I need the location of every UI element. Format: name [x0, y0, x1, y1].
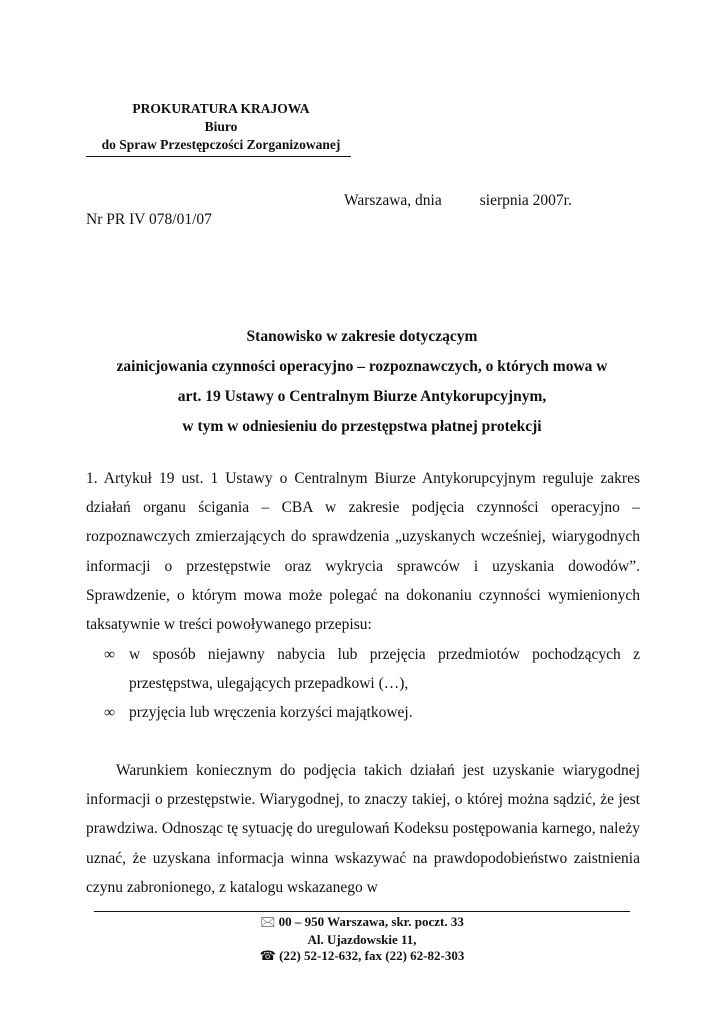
- infinity-bullet-icon: ∞: [104, 704, 116, 722]
- footer-rule: [94, 911, 630, 912]
- bullet-list: [86, 640, 640, 728]
- title-line-2: zainicjowania czynności operacyjno – rozpoznawczych, o których mowa w: [116, 358, 608, 375]
- infinity-bullet-icon: ∞: [104, 646, 116, 663]
- bullet-text: w sposób niejawny nabycia lub przejęcia przedmiotów pochodzących z przestępstwa, ulegających przepadkowi (…),: [129, 646, 640, 693]
- telephone-icon: ☎: [259, 949, 276, 964]
- document-title: [80, 322, 644, 442]
- footer: [94, 914, 630, 966]
- title-line-4: w tym w odniesieniu do przestępstwa płatnej protekcji: [182, 418, 542, 435]
- letterhead: [86, 100, 356, 154]
- office-name: Biuro: [204, 119, 238, 134]
- footer-phone-line: ☎ (22) 52-12-632, fax (22) 62-82-303: [259, 948, 465, 964]
- date-place: Warszawa, dnia: [344, 192, 442, 209]
- footer-address-line-2: Al. Ujazdowskie 11,: [307, 931, 417, 947]
- title-line-3: art. 19 Ustawy o Centralnym Biurze Antykorupcyjnym,: [177, 388, 547, 405]
- reference-number: Nr PR IV 078/01/07: [86, 211, 212, 228]
- title-line-1: Stanowisko w zakresie dotyczącym: [246, 328, 478, 345]
- list-item: [86, 698, 640, 727]
- bullet-text: przyjęcia lub wręczenia korzyści majątkowej.: [129, 704, 413, 722]
- paragraph-2: Warunkiem koniecznym do podjęcia takich działań jest uzyskanie wiarygodnej informacji o przestępstwie. Wiarygodnej, to znaczy takiej, o której można sądzić, że jest prawdziwa. Odnosząc tę sytuację do uregulowań Kodeksu postępowania karnego, należy uznać, że uzyskana informacja winna wskazywać na prawdopodobieństwo zaistnienia czynu zabronionego, z katalogu wskazanego w: [86, 762, 640, 896]
- department-name: do Spraw Przestępczości Zorganizowanej: [101, 137, 341, 152]
- envelope-icon: 🖂: [260, 915, 276, 930]
- paragraph-1: 1. Artykuł 19 ust. 1 Ustawy o Centralnym Biurze Antykorupcyjnym reguluje zakres działań organu ścigania – CBA w zakresie podjęcia czynności operacyjno – rozpoznawczych zmierzających do sprawdzenia „uzyskanych wcześniej, wiarygodnych informacji o przestępstwie oraz wykrycia sprawców i uzyskania dowodów”. Sprawdzenie, o którym mowa może polegać na dokonaniu czynności wymienionych taksatywnie w treści powoływanego przepisu:: [86, 470, 640, 634]
- footer-address-line-1: 🖂 00 – 950 Warszawa, skr. poczt. 33: [260, 914, 464, 930]
- date-line: [344, 192, 572, 210]
- letterhead-rule: [86, 156, 351, 157]
- institution-name: PROKURATURA KRAJOWA: [132, 101, 310, 116]
- date-month-year: sierpnia 2007r.: [479, 192, 572, 209]
- list-item: [86, 640, 640, 698]
